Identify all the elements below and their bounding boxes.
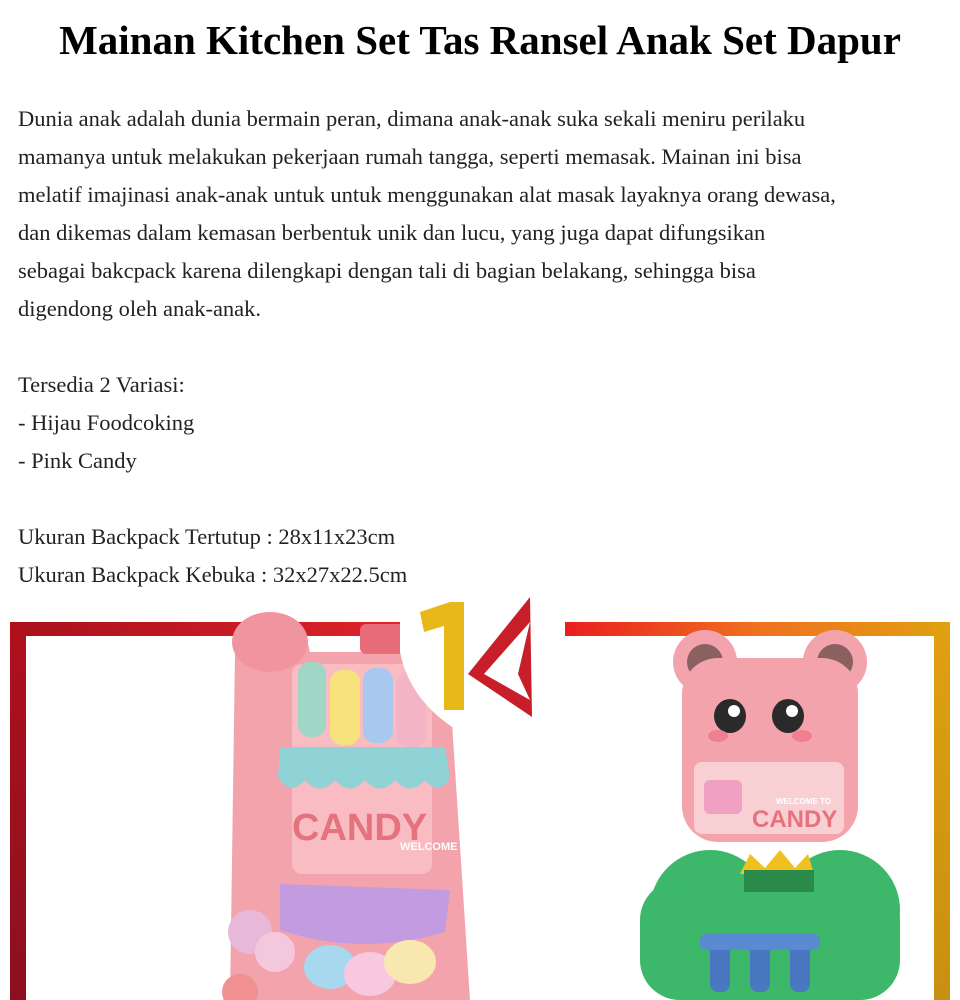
description-line: Dunia anak adalah dunia bermain peran, dimana anak-anak suka sekali meniru perilaku [18, 106, 806, 131]
description-line: sebagai bakcpack karena dilengkapi dengan tali di bagian belakang, sehingga bisa [18, 258, 756, 283]
frame-border [10, 622, 26, 1000]
variant-item: - Hijau Foodcoking [18, 410, 195, 435]
page-title: Mainan Kitchen Set Tas Ransel Anak Set Dapur [59, 17, 901, 63]
product-image [0, 592, 960, 1000]
product-description [18, 100, 953, 594]
description-line: mamanya untuk melakukan pekerjaan rumah tangga, seperti memasak. Mainan ini bisa [18, 144, 802, 169]
store-logo-icon [400, 592, 565, 732]
description-line: melatif imajinasi anak-anak untuk untuk menggunakan alat masak layaknya orang dewasa, [18, 182, 836, 207]
size-open: Ukuran Backpack Kebuka : 32x27x22.5cm [18, 562, 408, 587]
frame-border [934, 622, 950, 1000]
welcome-sign: WELCOME TO [776, 797, 831, 806]
bear-backpack-closed [600, 612, 930, 1000]
description-line: dan dikemas dalam kemasan berbentuk unik dan lucu, yang juga dapat difungsikan [18, 220, 766, 245]
size-closed: Ukuran Backpack Tertutup : 28x11x23cm [18, 524, 396, 549]
variants-heading: Tersedia 2 Variasi: [18, 372, 185, 397]
candy-sign: CANDY [292, 807, 428, 849]
candy-sign: CANDY [752, 806, 838, 833]
welcome-sign: WELCOME TO [400, 841, 476, 853]
description-line: digendong oleh anak-anak. [18, 296, 262, 321]
variant-item: - Pink Candy [18, 448, 137, 473]
